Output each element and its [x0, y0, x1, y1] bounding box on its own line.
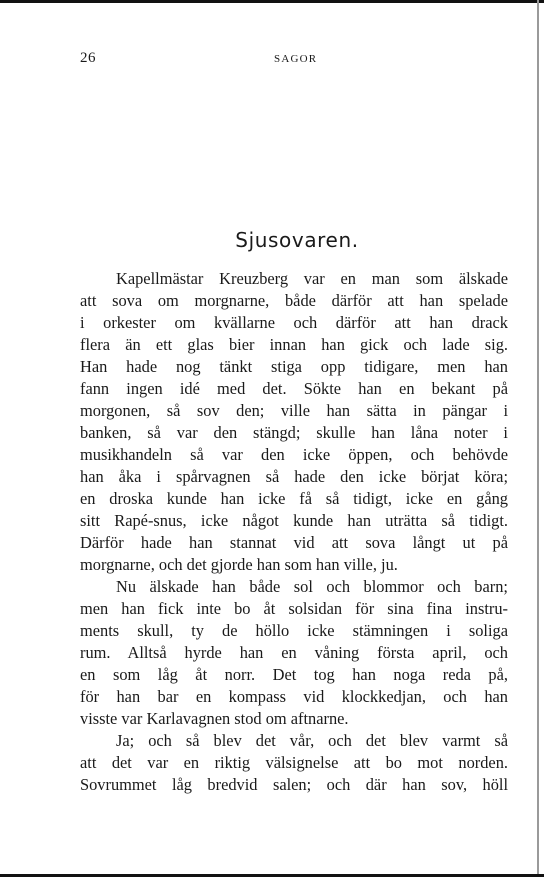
- text-line: sitt Rapé-snus, icke något kunde han uträtta så tidigt.: [80, 511, 508, 530]
- text-line: i orkester om kvällarne och därför att han drack: [80, 313, 508, 332]
- page-number: 26: [80, 50, 96, 66]
- running-head: SAGOR: [274, 53, 318, 65]
- text-line: Sovrummet låg bredvid salen; och där han sov, höll: [80, 775, 508, 794]
- text-line: en som låg åt norr. Det tog han noga reda på,: [80, 665, 508, 684]
- text-line: en droska kunde han icke få så tidigt, icke en gång: [80, 489, 508, 508]
- text-line: men han fick inte bo åt solsidan för sina fina instru-: [80, 599, 508, 618]
- text-line: Nu älskade han både sol och blommor och barn;: [116, 577, 508, 596]
- text-line: för han bar en kompass vid klockkedjan, och han: [80, 687, 508, 706]
- text-line: ments skull, ty de höllo icke stämningen i soliga: [80, 621, 508, 640]
- text-line: Kapellmästar Kreuzberg var en man som älskade: [116, 269, 508, 288]
- text-line: morgonen, så sov den; ville han sätta in pängar i: [80, 401, 508, 420]
- page-right-edge: [537, 0, 539, 877]
- text-line: att det var en riktig välsignelse att bo mot norden.: [80, 753, 508, 772]
- text-line: banken, så var den stängd; skulle han låna noter i: [80, 423, 508, 442]
- page-top-edge: [0, 0, 544, 3]
- text-line: morgnarne, och det gjorde han som han ville, ju.: [80, 555, 398, 574]
- text-line: fann ingen idé med det. Sökte han en bekant på: [80, 379, 508, 398]
- text-line: visste var Karlavagnen stod om aftnarne.: [80, 709, 349, 728]
- text-line: Ja; och så blev det vår, och det blev varmt så: [116, 731, 508, 750]
- text-line: Därför hade han stannat vid att sova långt ut på: [80, 533, 508, 552]
- text-line: han åka i spårvagnen så hade den icke börjat köra;: [80, 467, 508, 486]
- story-text: [80, 268, 508, 796]
- text-line: att sova om morgnarne, både därför att han spelade: [80, 291, 508, 310]
- text-line: musikhandeln så var den icke öppen, och behövde: [80, 445, 508, 464]
- chapter-title: Sjusovaren.: [235, 228, 359, 252]
- text-line: Han hade nog tänkt stiga opp tidigare, men han: [80, 357, 508, 376]
- text-line: flera än ett glas bier innan han gick och lade sig.: [80, 335, 508, 354]
- text-line: rum. Alltså hyrde han en våning första april, och: [80, 643, 508, 662]
